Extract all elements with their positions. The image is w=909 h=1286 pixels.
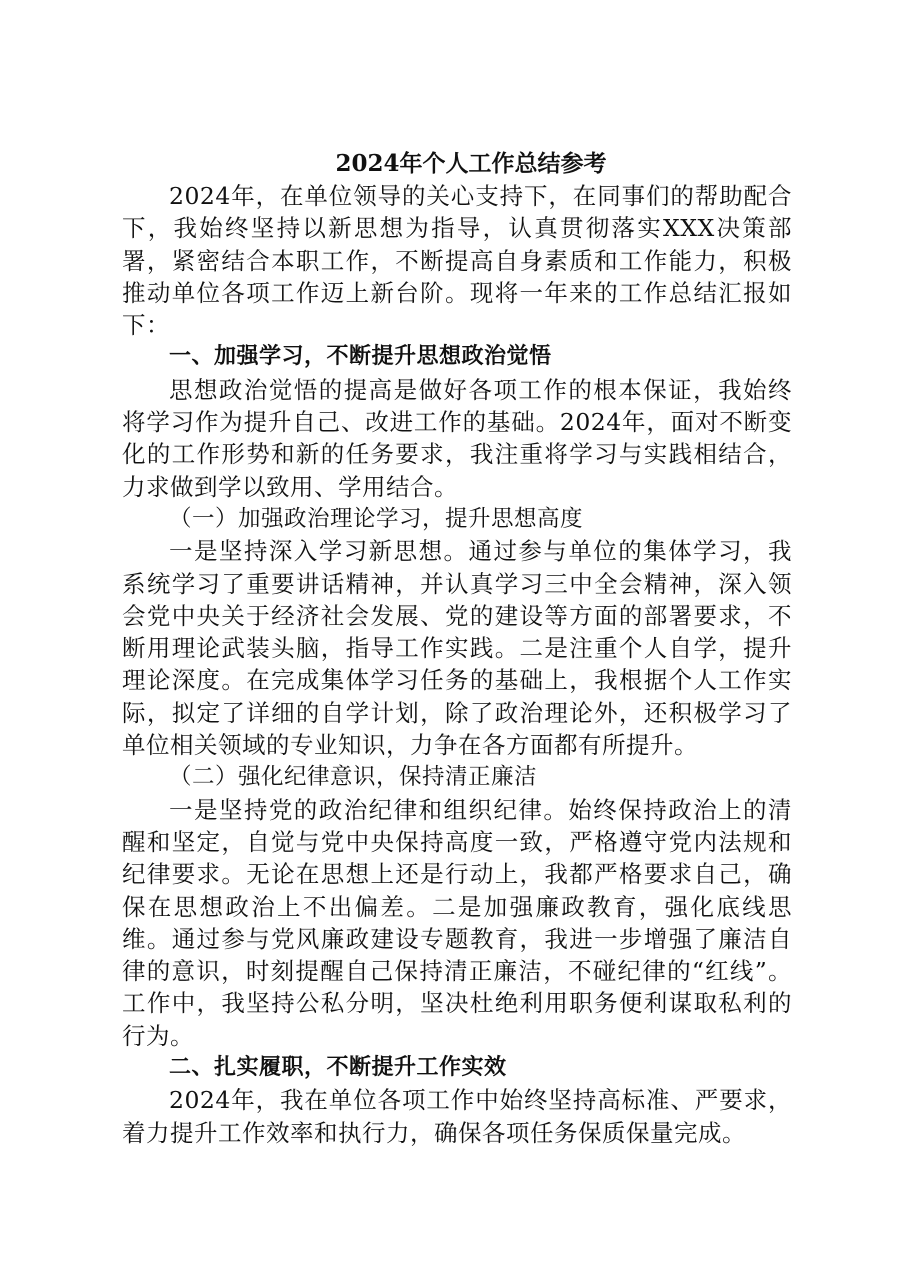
paragraph-theory-study: 一是坚持深入学习新思想。通过参与单位的集体学习，我系统学习了重要讲话精神，并认真学习三中全会精神，深入领会党中央关于经济社会发展、党的建设等方面的部署要求，不断用理论武装头脑，指导工作实践。二是注重个人自学，提升理论深度。在完成集体学习任务的基础上，我根据个人工作实际，拟定了详细的自学计划，除了政治理论外，还积极学习了单位相关领域的专业知识，力争在各方面都有所提升。 <box>122 537 792 760</box>
section-heading-2: 二、扎实履职，不断提升工作实效 <box>169 1055 507 1081</box>
subsection-heading-1: （一）加强政治理论学习，提升思想高度 <box>169 505 584 532</box>
paragraph-intro: 2024年，在单位领导的关心支持下，在同事们的帮助配合下，我始终坚持以新思想为指导，认真贯彻落实XXX决策部署，紧密结合本职工作，不断提高自身素质和工作能力，积极推动单位各项工作迈上新台阶。现将一年来的工作总结汇报如下： <box>122 182 792 340</box>
paragraph-work-performance: 2024年，我在单位各项工作中始终坚持高标准、严要求，着力提升工作效率和执行力，确保各项任务保质保量完成。 <box>122 1086 792 1147</box>
paragraph-discipline: 一是坚持党的政治纪律和组织纪律。始终保持政治上的清醒和坚定，自觉与党中央保持高度一致，严格遵守党内法规和纪律要求。无论在思想上还是行动上，我都严格要求自己，确保在思想政治上不出偏差。二是加强廉政教育，强化底线思维。通过参与党风廉政建设专题教育，我进一步增强了廉洁自律的意识，时刻提醒自己保持清正廉洁，不碰纪律的“红线”。工作中，我坚持公私分明，坚决杜绝利用职务便利谋取私利的行为。 <box>122 795 792 1050</box>
document-page <box>122 148 792 1149</box>
section-heading-1: 一、加强学习，不断提升思想政治觉悟 <box>169 344 552 370</box>
document-title: 2024年个人工作总结参考 <box>335 150 607 177</box>
subsection-heading-2: （二）强化纪律意识，保持清正廉洁 <box>169 764 538 791</box>
paragraph-study-overview: 思想政治觉悟的提高是做好各项工作的根本保证，我始终将学习作为提升自己、改进工作的基础。2024年，面对不断变化的工作形势和新的任务要求，我注重将学习与实践相结合，力求做到学以致用、学用结合。 <box>122 375 792 501</box>
